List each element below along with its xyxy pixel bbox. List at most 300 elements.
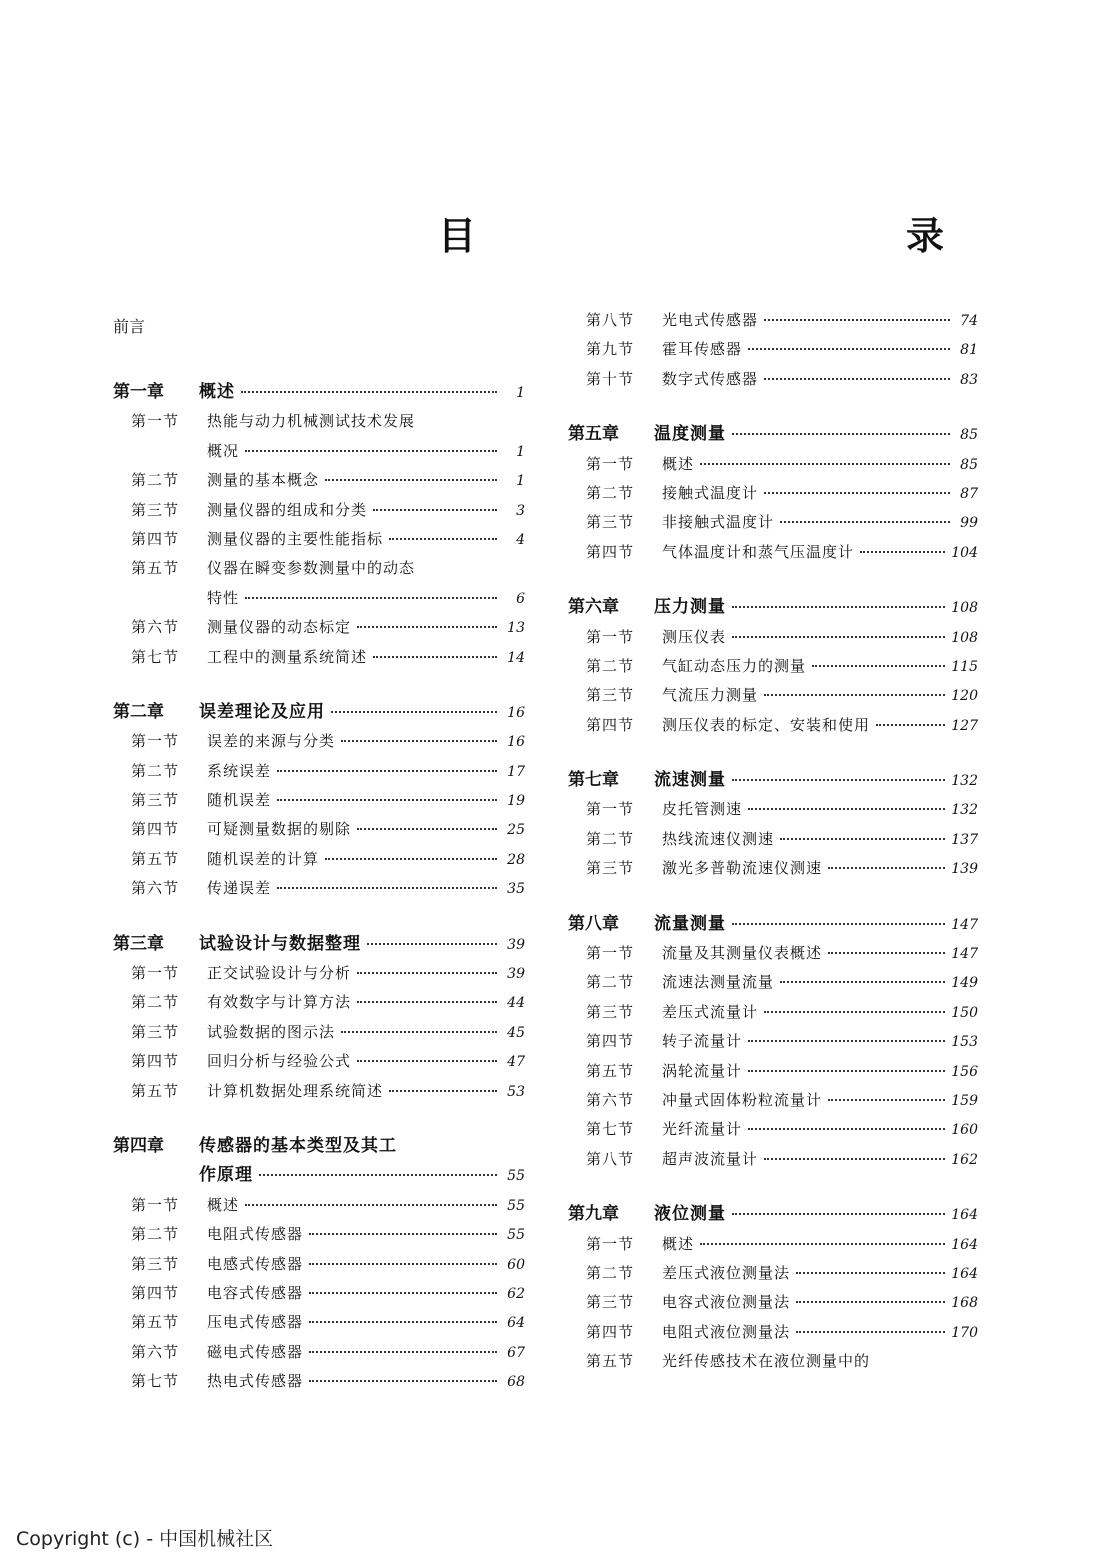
dot-leader: [732, 778, 945, 781]
page-number: 3: [516, 502, 525, 519]
chapter-title: 温度测量: [654, 424, 726, 445]
section-title: 正交试验设计与分析: [207, 964, 352, 983]
chapter-block: [113, 1132, 525, 1397]
section-number: 第四节: [586, 1322, 635, 1341]
section-entry[interactable]: [113, 496, 525, 525]
section-entry[interactable]: [568, 1027, 978, 1056]
page-number: 104: [951, 544, 978, 561]
section-entry[interactable]: [113, 1018, 525, 1047]
section-number: 第一节: [586, 627, 635, 646]
dot-leader: [796, 1271, 945, 1274]
dot-leader: [325, 478, 497, 481]
dot-leader: [309, 1379, 497, 1382]
dot-leader: [367, 942, 497, 945]
dot-leader: [357, 827, 497, 830]
section-number: 第六节: [586, 1090, 635, 1109]
section-entry[interactable]: [568, 450, 978, 479]
section-number: 第一节: [131, 732, 180, 751]
section-title: 电阻式液位测量法: [662, 1322, 791, 1341]
dot-leader: [341, 1030, 497, 1033]
section-title: 转子流量计: [662, 1032, 743, 1051]
toc-left-column: [113, 312, 525, 1423]
section-entry[interactable]: [568, 1230, 978, 1259]
section-title: 测压仪表: [662, 627, 727, 646]
dot-leader: [341, 739, 497, 742]
dot-leader: [259, 1173, 497, 1176]
dot-leader: [277, 769, 497, 772]
section-title: 激光多普勒流速仪测速: [662, 859, 823, 878]
chapter-number: 第八章: [568, 913, 619, 934]
dot-leader: [764, 491, 950, 494]
page-number: 149: [951, 975, 978, 992]
section-title: 热电式传感器: [207, 1372, 304, 1391]
dot-leader: [389, 1089, 497, 1092]
chapter-block: [113, 698, 525, 904]
page-number: 13: [507, 620, 525, 637]
chapter-title: 试验设计与数据整理: [199, 933, 361, 954]
section-title: 测量的基本概念: [207, 471, 320, 490]
page-number: 108: [951, 629, 978, 646]
page-number: 28: [507, 851, 525, 868]
section-entry[interactable]: [568, 306, 978, 335]
section-number: 第三节: [586, 1293, 635, 1312]
page-number: 68: [507, 1374, 525, 1391]
section-entry[interactable]: [113, 1220, 525, 1249]
section-number: 第三节: [131, 791, 180, 810]
dot-leader: [732, 635, 945, 638]
section-number: 第一节: [586, 944, 635, 963]
section-entry[interactable]: [568, 365, 978, 394]
page-number: 137: [951, 831, 978, 848]
section-entry[interactable]: [568, 1318, 978, 1347]
section-title: 仪器在瞬变参数测量中的动态: [207, 559, 416, 578]
dot-leader: [828, 951, 945, 954]
section-entry[interactable]: [568, 968, 978, 997]
section-title: 电容式液位测量法: [662, 1293, 791, 1312]
page-number: 127: [951, 717, 978, 734]
page-number: 115: [951, 658, 978, 675]
chapter-entry[interactable]: [568, 1200, 978, 1229]
dot-leader: [331, 710, 497, 713]
section-title: 计算机数据处理系统简述: [207, 1081, 384, 1100]
section-title: 工程中的测量系统简述: [207, 647, 368, 666]
dot-leader: [357, 1000, 497, 1003]
page-number: 85: [960, 456, 978, 473]
chapter-entry[interactable]: [113, 378, 525, 407]
chapter-title: 流量测量: [654, 913, 726, 934]
section-title: 差压式液位测量法: [662, 1263, 791, 1282]
section-title: 非接触式温度计: [662, 513, 775, 532]
chapter-entry[interactable]: [113, 698, 525, 727]
section-title: 测量仪器的主要性能指标: [207, 529, 384, 548]
left-chapter-list: [113, 378, 525, 1397]
section-entry[interactable]: [568, 623, 978, 652]
dot-leader: [764, 1157, 945, 1160]
page-number: 150: [951, 1004, 978, 1021]
section-title: 热线流速仪测速: [662, 829, 775, 848]
chapter-block: [113, 930, 525, 1106]
section-entry[interactable]: [568, 335, 978, 364]
section-number: 第七节: [586, 1120, 635, 1139]
chapter-block: [568, 1200, 978, 1376]
section-number: 第二节: [586, 973, 635, 992]
toc-right-column: [568, 306, 978, 1403]
dot-leader: [764, 377, 950, 380]
section-entry[interactable]: [568, 1086, 978, 1115]
section-number: 第三节: [131, 500, 180, 519]
page-number: 164: [951, 1207, 978, 1224]
section-number: 第四节: [131, 1052, 180, 1071]
page-number: 47: [507, 1054, 525, 1071]
section-entry[interactable]: [113, 727, 525, 756]
dot-leader: [828, 866, 945, 869]
page-number: 4: [516, 531, 525, 548]
section-number: 第八节: [586, 1149, 635, 1168]
page-number: 74: [960, 313, 978, 329]
chapter-title: 概述: [199, 382, 235, 402]
section-title: 气体温度计和蒸气压温度计: [662, 542, 855, 561]
page-number: 17: [507, 763, 525, 780]
section-entry[interactable]: [113, 1250, 525, 1279]
dot-leader: [389, 537, 497, 540]
dot-leader: [357, 971, 497, 974]
right-continued-sections: [568, 306, 978, 394]
dot-leader: [876, 723, 945, 726]
chapter-entry[interactable]: [113, 930, 525, 959]
chapter-entry[interactable]: [568, 420, 978, 449]
section-number: 第六节: [131, 1342, 180, 1361]
section-entry[interactable]: [568, 825, 978, 854]
dot-leader: [748, 347, 950, 350]
page-number: 170: [951, 1324, 978, 1341]
page-number: 164: [951, 1265, 978, 1282]
section-number: 第五节: [131, 849, 180, 868]
page-number: 132: [951, 773, 978, 790]
dot-leader: [245, 1203, 497, 1206]
section-title: 超声波流量计: [662, 1149, 759, 1168]
section-title: 光纤传感技术在液位测量中的: [662, 1352, 871, 1371]
chapter-number: 第一章: [113, 382, 164, 402]
section-entry[interactable]: [113, 525, 525, 554]
page-number: 168: [951, 1295, 978, 1312]
section-number: 第二节: [131, 993, 180, 1012]
dot-leader: [700, 462, 950, 465]
section-title: 系统误差: [207, 761, 272, 780]
section-title: 接触式温度计: [662, 483, 759, 502]
section-number: 第六节: [131, 618, 180, 637]
page-title: 目 录: [438, 214, 1063, 258]
section-entry[interactable]: [113, 554, 525, 583]
section-entry[interactable]: [113, 757, 525, 786]
chapter-block: [113, 378, 525, 672]
dot-leader: [277, 798, 497, 801]
dot-leader: [309, 1350, 497, 1353]
section-number: 第一节: [131, 1195, 180, 1214]
section-title: 电感式传感器: [207, 1254, 304, 1273]
chapter-number: 第四章: [113, 1135, 164, 1156]
section-entry[interactable]: [568, 508, 978, 537]
section-number: 第二节: [131, 761, 180, 780]
page-number: 64: [507, 1315, 525, 1332]
section-number: 第二节: [586, 829, 635, 848]
chapter-number: 第三章: [113, 933, 164, 954]
section-title: 随机误差的计算: [207, 849, 320, 868]
section-number: 第一节: [131, 964, 180, 983]
section-number: 第一节: [586, 800, 635, 819]
dot-leader: [764, 318, 950, 321]
page-number: 139: [951, 861, 978, 878]
dot-leader: [780, 980, 945, 983]
section-number: 第一节: [131, 412, 180, 431]
chapter-block: [568, 910, 978, 1175]
page-number: 67: [507, 1344, 525, 1361]
dot-leader: [309, 1262, 497, 1265]
section-entry[interactable]: [113, 407, 525, 436]
chapter-number: 第五章: [568, 424, 619, 445]
section-number: 第二节: [131, 1225, 180, 1244]
section-title: 磁电式传感器: [207, 1342, 304, 1361]
page-number: 45: [507, 1024, 525, 1041]
chapter-number: 第九章: [568, 1204, 619, 1225]
dot-leader: [780, 837, 945, 840]
section-entry[interactable]: [568, 939, 978, 968]
section-number: 第四节: [131, 529, 180, 548]
dot-leader: [748, 1039, 945, 1042]
section-entry[interactable]: [113, 1338, 525, 1367]
section-title: 霍耳传感器: [662, 340, 743, 359]
page-number: 156: [951, 1063, 978, 1080]
section-entry[interactable]: [568, 652, 978, 681]
page-number: 160: [951, 1122, 978, 1139]
page-number: 14: [507, 649, 525, 666]
section-title: 流量及其测量仪表概述: [662, 944, 823, 963]
dot-leader: [780, 520, 950, 523]
section-entry[interactable]: [568, 1288, 978, 1317]
dot-leader: [309, 1320, 497, 1323]
section-entry-continuation[interactable]: [113, 584, 525, 613]
section-title: 电阻式传感器: [207, 1225, 304, 1244]
section-number: 第七节: [131, 647, 180, 666]
section-number: 第十节: [586, 369, 635, 388]
page-number: 120: [951, 688, 978, 705]
dot-leader: [245, 449, 497, 452]
page-number: 162: [951, 1151, 978, 1168]
chapter-block: [568, 766, 978, 884]
dot-leader: [373, 508, 497, 511]
dot-leader: [732, 432, 950, 435]
section-entry[interactable]: [113, 1367, 525, 1396]
page-number: 81: [960, 342, 978, 359]
section-title: 测压仪表的标定、安装和使用: [662, 715, 871, 734]
page-number: 6: [516, 590, 525, 607]
page-number: 53: [507, 1083, 525, 1100]
section-title: 冲量式固体粉粒流量计: [662, 1090, 823, 1109]
chapter-block: [568, 593, 978, 740]
page-number: 164: [951, 1236, 978, 1253]
section-number: 第五节: [586, 1352, 635, 1371]
section-title: 皮托管测速: [662, 800, 743, 819]
section-title-continuation: 概况: [207, 441, 240, 460]
page-number: 44: [507, 995, 525, 1012]
section-title: 数字式传感器: [662, 369, 759, 388]
section-entry[interactable]: [568, 795, 978, 824]
dot-leader: [748, 1069, 945, 1072]
section-number: 第四节: [586, 542, 635, 561]
section-number: 第三节: [586, 1002, 635, 1021]
section-number: 第四节: [586, 1032, 635, 1051]
dot-leader: [357, 1059, 497, 1062]
page-number: 1: [516, 473, 525, 490]
section-entry[interactable]: [113, 1077, 525, 1106]
chapter-number: 第二章: [113, 701, 164, 722]
page-number: 25: [507, 822, 525, 839]
section-number: 第七节: [131, 1372, 180, 1391]
chapter-number: 第七章: [568, 770, 619, 791]
section-entry[interactable]: [113, 1047, 525, 1076]
section-number: 第五节: [586, 1061, 635, 1080]
section-number: 第三节: [131, 1022, 180, 1041]
chapter-entry-continuation[interactable]: [113, 1161, 525, 1190]
page-number: 87: [960, 485, 978, 502]
chapter-title: 压力测量: [654, 597, 726, 618]
chapter-title: 传感器的基本类型及其工: [199, 1135, 397, 1156]
section-title: 有效数字与计算方法: [207, 993, 352, 1012]
right-chapter-list: [568, 420, 978, 1376]
chapter-title: 液位测量: [654, 1204, 726, 1225]
section-entry[interactable]: [568, 681, 978, 710]
section-number: 第二节: [586, 1263, 635, 1282]
section-title: 测量仪器的动态标定: [207, 618, 352, 637]
section-number: 第五节: [131, 1313, 180, 1332]
section-entry[interactable]: [113, 1279, 525, 1308]
section-entry[interactable]: [568, 1115, 978, 1144]
section-title: 误差的来源与分类: [207, 732, 336, 751]
section-entry[interactable]: [568, 854, 978, 883]
dot-leader: [812, 664, 945, 667]
chapter-title: 流速测量: [654, 770, 726, 791]
page-number: 1: [516, 385, 525, 401]
dot-leader: [764, 1010, 945, 1013]
section-entry[interactable]: [568, 538, 978, 567]
chapter-entry[interactable]: [113, 1132, 525, 1161]
section-number: 第五节: [131, 1081, 180, 1100]
chapter-block: [568, 420, 978, 567]
section-entry[interactable]: [113, 874, 525, 903]
page-number: 99: [960, 515, 978, 532]
section-title-continuation: 特性: [207, 588, 240, 607]
section-title: 概述: [662, 454, 695, 473]
toc-preface[interactable]: 前言: [113, 317, 146, 336]
dot-leader: [796, 1300, 945, 1303]
page-number: 55: [507, 1227, 525, 1244]
section-entry[interactable]: [113, 815, 525, 844]
page-number: 55: [507, 1168, 525, 1185]
section-title: 随机误差: [207, 791, 272, 810]
chapter-entry[interactable]: [568, 766, 978, 795]
section-entry-continuation[interactable]: [113, 437, 525, 466]
dot-leader: [700, 1242, 945, 1245]
section-number: 第五节: [131, 559, 180, 578]
section-title: 传递误差: [207, 879, 272, 898]
section-entry[interactable]: [113, 613, 525, 642]
section-entry[interactable]: [113, 959, 525, 988]
section-title: 光电式传感器: [662, 311, 759, 329]
section-number: 第三节: [586, 513, 635, 532]
page-number: 19: [507, 793, 525, 810]
dot-leader: [325, 857, 497, 860]
section-title: 涡轮流量计: [662, 1061, 743, 1080]
section-number: 第四节: [131, 1283, 180, 1302]
section-entry[interactable]: [113, 643, 525, 672]
section-number: 第二节: [586, 656, 635, 675]
page-number: 147: [951, 946, 978, 963]
section-entry[interactable]: [568, 711, 978, 740]
section-title: 可疑测量数据的剔除: [207, 820, 352, 839]
dot-leader: [245, 596, 497, 599]
page-number: 60: [507, 1256, 525, 1273]
section-number: 第二节: [586, 483, 635, 502]
dot-leader: [373, 655, 497, 658]
section-title: 差压式流量计: [662, 1002, 759, 1021]
section-entry[interactable]: [568, 1145, 978, 1174]
section-entry[interactable]: [113, 988, 525, 1017]
page-number: 16: [507, 734, 525, 751]
section-entry[interactable]: [568, 998, 978, 1027]
dot-leader: [748, 807, 945, 810]
chapter-title-continuation: 作原理: [199, 1165, 253, 1186]
copyright-footer: Copyright (c) - 中国机械社区: [16, 1528, 274, 1550]
section-entry[interactable]: [113, 466, 525, 495]
chapter-entry[interactable]: [568, 593, 978, 622]
dot-leader: [309, 1291, 497, 1294]
dot-leader: [732, 922, 945, 925]
section-number: 第二节: [131, 471, 180, 490]
chapter-entry[interactable]: [568, 910, 978, 939]
page-number: 132: [951, 802, 978, 819]
page-number: 147: [951, 916, 978, 933]
section-number: 第四节: [131, 820, 180, 839]
dot-leader: [241, 390, 497, 393]
section-number: 第一节: [586, 454, 635, 473]
section-number: 第四节: [586, 715, 635, 734]
section-title: 气流压力测量: [662, 686, 759, 705]
section-number: 第三节: [586, 686, 635, 705]
section-entry[interactable]: [568, 1057, 978, 1086]
section-title: 热能与动力机械测试技术发展: [207, 412, 416, 431]
section-entry[interactable]: [568, 1347, 978, 1376]
page-number: 39: [507, 936, 525, 953]
dot-leader: [860, 550, 945, 553]
section-title: 光纤流量计: [662, 1120, 743, 1139]
section-entry[interactable]: [113, 845, 525, 874]
section-title: 概述: [207, 1195, 240, 1214]
section-entry[interactable]: [113, 786, 525, 815]
section-title: 流速法测量流量: [662, 973, 775, 992]
section-title: 概述: [662, 1234, 695, 1253]
dot-leader: [796, 1330, 945, 1333]
section-entry[interactable]: [113, 1308, 525, 1337]
page-number: 55: [507, 1197, 525, 1214]
section-title: 测量仪器的组成和分类: [207, 500, 368, 519]
page-number: 1: [516, 443, 525, 460]
dot-leader: [828, 1098, 945, 1101]
dot-leader: [764, 693, 945, 696]
section-entry[interactable]: [568, 479, 978, 508]
page-number: 153: [951, 1034, 978, 1051]
dot-leader: [277, 886, 497, 889]
section-entry[interactable]: [568, 1259, 978, 1288]
section-entry[interactable]: [113, 1191, 525, 1220]
